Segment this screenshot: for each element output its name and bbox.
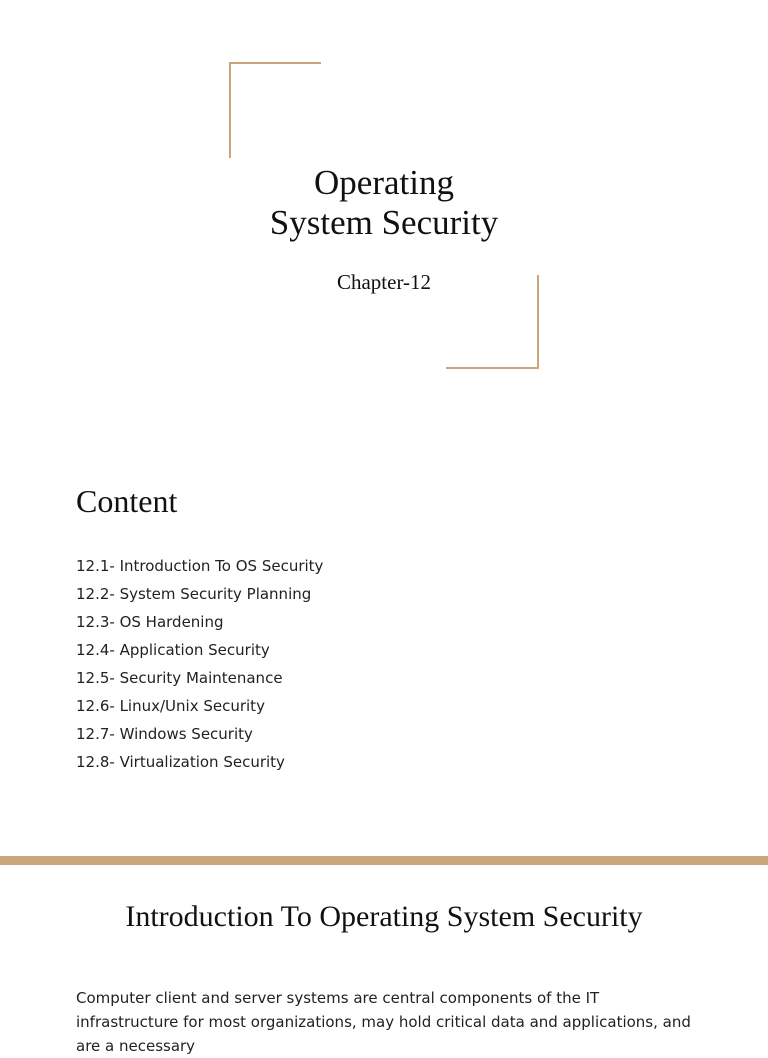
page-title-line-1: Operating bbox=[314, 163, 454, 202]
toc-item: 12.4- Application Security bbox=[76, 641, 270, 659]
section-divider bbox=[0, 856, 768, 865]
toc-item: 12.7- Windows Security bbox=[76, 725, 253, 743]
contents-heading: Content bbox=[76, 483, 178, 519]
section-paragraph: Computer client and server systems are central components of the IT infrastructure for most organizations, may hold critical data and applications, and are a necessary bbox=[76, 989, 691, 1055]
corner-accent-bottom-right-horizontal bbox=[446, 367, 539, 369]
toc-item: 12.6- Linux/Unix Security bbox=[76, 697, 265, 715]
chapter-subtitle: Chapter-12 bbox=[336, 270, 432, 294]
page-title bbox=[0, 163, 768, 243]
corner-accent-top-left-horizontal bbox=[229, 62, 321, 64]
page-title-line-2: System Security bbox=[269, 203, 499, 242]
toc-item: 12.1- Introduction To OS Security bbox=[76, 557, 324, 575]
corner-accent-top-left-vertical bbox=[229, 62, 231, 158]
toc-item: 12.8- Virtualization Security bbox=[76, 753, 285, 771]
toc-item: 12.5- Security Maintenance bbox=[76, 669, 283, 687]
toc-item: 12.3- OS Hardening bbox=[76, 613, 224, 631]
table-of-contents bbox=[76, 552, 323, 776]
toc-item: 12.2- System Security Planning bbox=[76, 585, 312, 603]
section-heading: Introduction To Operating System Security bbox=[125, 900, 643, 933]
